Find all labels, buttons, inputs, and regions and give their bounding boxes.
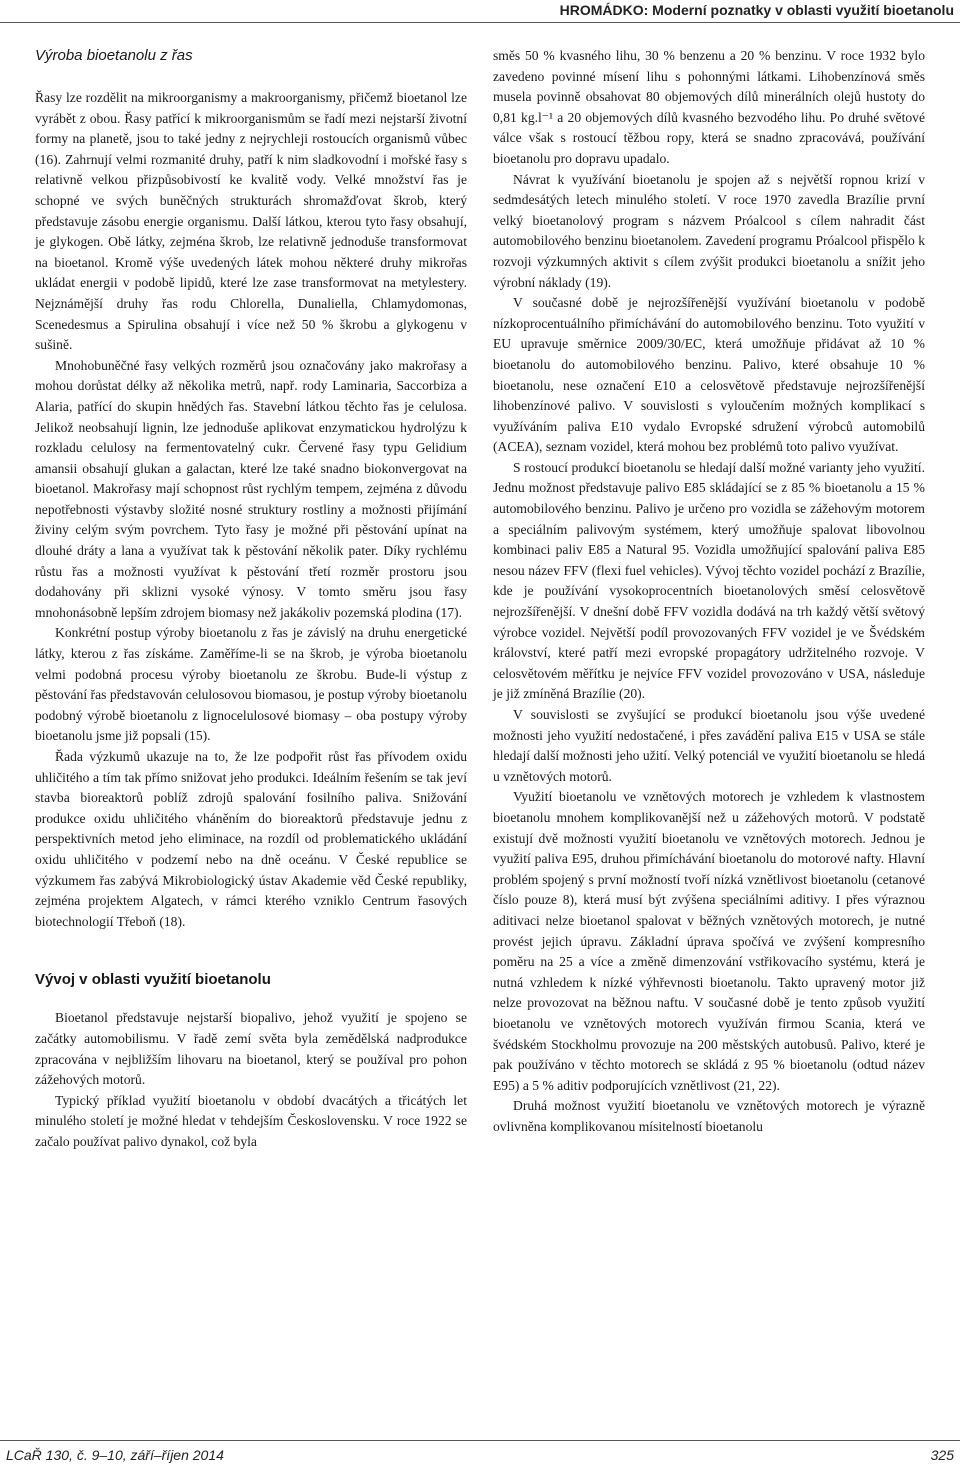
- section-title-development: Vývoj v oblasti využití bioetanolu: [35, 971, 271, 989]
- paragraph: Návrat k využívání bioetanolu je spojen až s největší ropnou krizí v sedmdesátých letech minulého století. V roce 1970 zavedla Brazílie první velký bioetanolový program s názvem Próalcool s cílem nahradit část automobilového benzinu bioetanolem. Zavedení programu Próalcool přispělo k rozvoji výzkumných aktivit s cílem zvýšit produkci bioetanolu a snížit jeho výrobní náklady (19).: [493, 171, 925, 290]
- paragraph: Využití bioetanolu ve vznětových motorech je vzhledem k vlastnostem bioetanolu mnohem komplikovanější než u zážehových motorů. V podstatě existují dvě možnosti využití bioetanolu ve vznětových motorech. Jednou je využití paliva E95, druhou přimíchávání bioetanolu do motorové nafty. Hlavní problém spojený s první možností tvoří nízká vznětlivost bioetanolu (cetanové číslo pouze 8), která musí být zvýšena speciálními aditivy. I přes výraznou aditivaci nelze bioetanol spalovat v běžných vznětových motorech, je nutné provést jejich úpravu. Základní úprava spočívá ve zvýšení kompresního poměru na 25 a více a změně dimenzování vstřikovacího systému, která je nutná vzhledem k nízké výhřevnosti bioetanolu. Takto upravený motor již nelze provozovat na běžnou naftu. V současné době je tento způsob využití bioetanolu ve vznětových motorech využíván firmou Scania, která ve švédském Stockholmu provozuje na 200 městských autobusů. Palivo, které je pak používáno v těchto motorech se skládá z 95 % bioetanolu (odtud název E95) a 5 % aditiv podporujících vznětlivost (21, 22).: [493, 789, 925, 1093]
- paragraph: Řada výzkumů ukazuje na to, že lze podpořit růst řas přívodem oxidu uhličitého a tím tak přímo snižovat jeho produkci. Ideálním řešením se tak jeví stavba bioreaktorů poblíž zdrojů spalování fosilního paliva. Snižování produkce oxidu uhličitého vháněním do bioreaktorů představuje jednu z perspektivních metod jeho eliminace, na rozdíl od problematického ukládání oxidu uhličitého v podzemí nebo na dně oceánu. V České republice se výzkumem řas zabývá Mikrobiologický ústav Akademie věd České republiky, zejména projektem Algatech, v rámci kterého vzniklo Centrum řasových biotechnologií Třeboň (18).: [35, 749, 467, 929]
- paragraph: V současné době je nejrozšířenější využívání bioetanolu v podobě nízkoprocentuálního přimíchávání do automobilového benzinu. Toto využití v EU upravuje směrnice 2009/30/EC, která umožňuje přidávat až 10 % bioetanolu do automobilového benzinu. Palivo, které obsahuje 10 % bioetanolu, nese označení E10 a celosvětově představuje nejrozšířenější lihobenzínové palivo. V souvislosti s vyloučením možných komplikací s využíváním paliva E10 vydalo Evropské sdružení výrobců automobilů (ACEA), seznam vozidel, která mohou bez problémů toto palivo využívat.: [493, 295, 925, 455]
- paragraph: V souvislosti se zvyšující se produkcí bioetanolu jsou výše uvedené možnosti jeho využití nedostačené, i přes zavádění paliva E15 v USA se stále hledají další možnosti jeho užití. Velký potenciál ve využití bioetanolu se hledá u vznětových motorů.: [493, 707, 925, 784]
- paragraph: Mnohobuněčné řasy velkých rozměrů jsou označovány jako makrořasy a mohou dorůstat délky až několika metrů, např. rody Laminaria, Saccorbiza a Alaria, patřící do skupin hnědých řas. Stavební látkou těchto řas je celulosa. Jelikož neobsahují lignin, lze jednoduše aplikovat enzymatickou hydrolýzu k rozkladu celulosy na fermentovatelný cukr. Červené řasy typu Gelidium amansii obsahují glukan a galactan, které lze také snadno biokonvergovat na bioetanol. Makrořasy mají schopnost růst rychlým tempem, zejména z důvodu nepotřebnosti výstavby složité nosné struktury rostliny a možnosti přijímání živiny celým svým povrchem. Tyto řasy je možné při pěstování upínat na dlouhé dráty a lana a využívat tak k pěstování několik pater. Díky rychlému růstu řas a možnosti využívat k pěstování třetí rozměr prostoru jsou dodahovány při sklizni vysoké výnosy. V tomto směru jsou řasy mnohonásobně lepším zdrojem biomasy než jakákoliv pozemská plodina (17).: [35, 357, 467, 620]
- page-footer: [0, 1440, 960, 1472]
- paragraph: Typický příklad využití bioetanolu v období dvacátých a třicátých let minulého století je možné hledat v tehdejším Československu. V roce 1922 se začalo používat palivo dynakol, což byla: [35, 1092, 467, 1149]
- page-number: 325: [930, 1447, 954, 1463]
- section-title-algae: Výroba bioetanolu z řas: [35, 47, 193, 64]
- paragraph: směs 50 % kvasného lihu, 30 % benzenu a 20 % benzinu. V roce 1932 bylo zavedeno povinné mísení lihu s pohonnými látkami. Lihobenzínová směs musela povinně obsahovat 80 objemových dílů minerálních olejů hustoty do 0,81 kg.l⁻¹ a 20 objemových dílů kvasného bezvodého lihu. Po druhé světové válce však s rostoucí těžbou ropy, která se snadno zpracovává, používání bioetanolu pro dopravu upadalo.: [493, 48, 925, 166]
- paragraph: Řasy lze rozdělit na mikroorganismy a makroorganismy, přičemž bioetanol lze vyrábět z obou. Řasy patřící k mikroorganismům se řadí mezi nejstarší životní formy na planetě, jsou to také jedny z nejrychleji rostoucích organismů vůbec (16). Zahrnují velmi rozmanité druhy, patří k nim sladkovodní i mořské řasy s relativně velkou přizpůsobivostí ke kvalitě vody. Velké množství řas je schopné ve svých buněčných strukturách shromažďovat škrob, který představuje zásobu energie organismu. Další látkou, kterou tyto řasy obsahují, je glykogen. Obě látky, zejména škrob, lze relativně jednoduše transformovat na bioetanol. Kromě výše uvedených látek mohou některé druhy mikrořas ukládat energii v podobě lipidů, které lze zase transformovat na metylestery. Nejznámější druhy řas rodu Chlorella, Dunaliella, Chlamydomonas, Scenedesmus a Spirulina obsahují i více než 50 % škrobu a glykogenu v sušině.: [35, 90, 467, 353]
- journal-citation: LCaŘ 130, č. 9–10, září–říjen 2014: [6, 1447, 224, 1463]
- paragraph: Druhá možnost využití bioetanolu ve vznětových motorech je výrazně ovlivněna komplikovanou mísitelností bioetanolu: [493, 1098, 925, 1134]
- paragraph: Bioetanol představuje nejstarší biopalivo, jehož využití je spojeno se začátky automobilismu. V řadě zemí světa byla zemědělská nadprodukce zpracována v nejbližším lihovaru na bioetanol, který se používal pro pohon zážehových motorů.: [35, 1010, 467, 1088]
- running-header: [0, 0, 960, 23]
- running-title: HROMÁDKO: Moderní poznatky v oblasti využití bioetanolu: [559, 2, 954, 18]
- left-column: [35, 46, 467, 1153]
- paragraph: S rostoucí produkcí bioetanolu se hledají další možné varianty jeho využití. Jednu možnost představuje palivo E85 skládající se z 85 % bioetanolu a 15 % automobilového benzinu. Palivo je určeno pro vozidla se zážehovým motorem a speciálním palivovým systémem, který umožňuje spalovat libovolnou kombinaci paliv E85 a Natural 95. Vozidla umožňující spalování paliva E85 nesou název FFV (flexi fuel vehicles). Vývoj těchto vozidel pochází z Brazílie, kde je používání vysokoprocentních bioetanolových směsí celosvětově nejrozšířenější. V dnešní době FFV vozidla dodává na trh každý větší světový výrobce vozidel. Největší podíl provozovaných FFV vozidel je ve Švédském království, které patří mezi evropské propagátory udržitelného rozvoje. V celosvětovém měřítku je nejvíce FFV vozidel provozováno v USA, následuje je již zmíněná Brazílie (20).: [493, 459, 925, 702]
- right-column: [493, 46, 925, 1137]
- paragraph: Konkrétní postup výroby bioetanolu z řas je závislý na druhu energetické látky, kterou z řas získáme. Zaměříme-li se na škrob, je výroba bioetanolu velmi podobná procesu výroby bioetanolu ze škrobu. Bude-li výstup z pěstování řas představován celulosovou biomasou, je postup výroby bioetanolu podobný výrobě bioetanolu z lignocelulosové biomasy – oba postupy výroby bioetanolu jsme již popsali (15).: [35, 625, 467, 744]
